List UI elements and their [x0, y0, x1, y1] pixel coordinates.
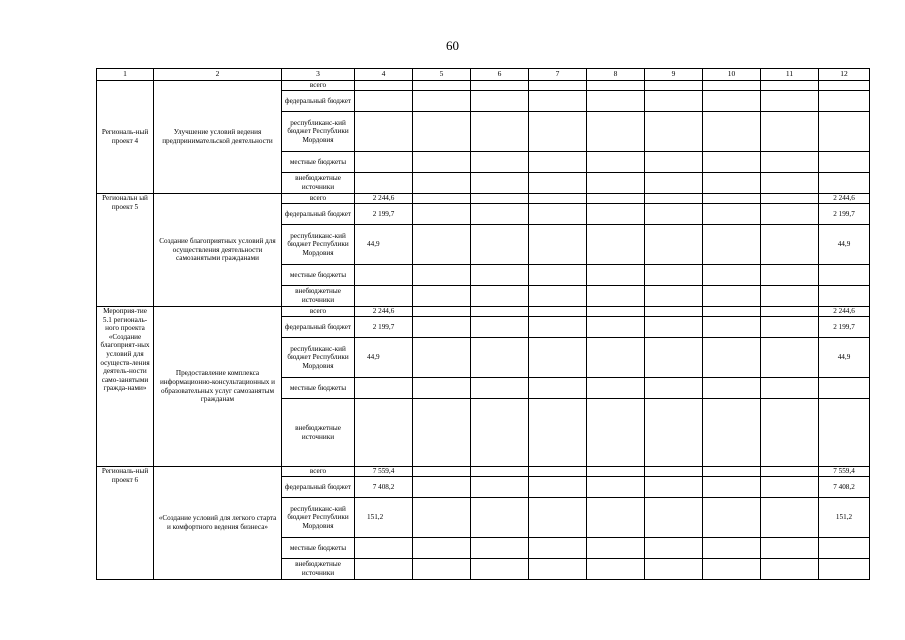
empty-cell — [587, 378, 645, 399]
empty-cell — [587, 265, 645, 286]
value-cell — [355, 399, 413, 467]
empty-cell — [587, 338, 645, 378]
funding-source-cell: местные бюджеты — [282, 265, 355, 286]
empty-cell — [761, 173, 819, 194]
empty-cell — [413, 152, 471, 173]
empty-cell — [761, 538, 819, 559]
value-cell — [355, 286, 413, 307]
value-cell — [355, 378, 413, 399]
empty-cell — [471, 81, 529, 91]
empty-cell — [587, 559, 645, 580]
project-description-cell: Предоставление комплекса информационно-консультационных и образовательных услуг самозанятым гражданам — [154, 307, 282, 467]
empty-cell — [761, 467, 819, 477]
empty-cell — [645, 286, 703, 307]
empty-cell — [761, 194, 819, 204]
empty-cell — [703, 498, 761, 538]
empty-cell — [703, 194, 761, 204]
empty-cell — [761, 559, 819, 580]
empty-cell — [587, 477, 645, 498]
funding-source-cell: всего — [282, 307, 355, 317]
total-cell: 2 199,7 — [819, 317, 870, 338]
funding-source-cell: всего — [282, 467, 355, 477]
empty-cell — [703, 338, 761, 378]
empty-cell — [761, 152, 819, 173]
value-cell — [355, 538, 413, 559]
empty-cell — [529, 81, 587, 91]
empty-cell — [529, 194, 587, 204]
empty-cell — [761, 112, 819, 152]
empty-cell — [587, 173, 645, 194]
empty-cell — [529, 498, 587, 538]
funding-source-cell: всего — [282, 194, 355, 204]
empty-cell — [529, 559, 587, 580]
empty-cell — [645, 498, 703, 538]
value-cell: 2 244,6 — [355, 194, 413, 204]
project-name-cell: Региональ-ный проект 6 — [97, 467, 154, 580]
empty-cell — [413, 477, 471, 498]
column-header: 12 — [819, 69, 870, 81]
empty-cell — [645, 477, 703, 498]
empty-cell — [703, 559, 761, 580]
empty-cell — [761, 286, 819, 307]
empty-cell — [761, 204, 819, 225]
empty-cell — [413, 338, 471, 378]
empty-cell — [471, 286, 529, 307]
empty-cell — [529, 225, 587, 265]
empty-cell — [587, 225, 645, 265]
empty-cell — [413, 194, 471, 204]
empty-cell — [761, 317, 819, 338]
value-cell: 44,9 — [355, 225, 413, 265]
value-cell — [355, 152, 413, 173]
empty-cell — [529, 378, 587, 399]
empty-cell — [761, 498, 819, 538]
total-cell: 44,9 — [819, 225, 870, 265]
column-header: 7 — [529, 69, 587, 81]
empty-cell — [703, 477, 761, 498]
empty-cell — [761, 91, 819, 112]
budget-table — [96, 68, 870, 580]
empty-cell — [645, 317, 703, 338]
total-cell — [819, 112, 870, 152]
empty-cell — [529, 399, 587, 467]
empty-cell — [645, 559, 703, 580]
empty-cell — [529, 307, 587, 317]
empty-cell — [413, 467, 471, 477]
empty-cell — [645, 91, 703, 112]
project-description-cell: Создание благоприятных условий для осуществления деятельности самозанятыми гражданами — [154, 194, 282, 307]
empty-cell — [471, 91, 529, 112]
empty-cell — [413, 307, 471, 317]
empty-cell — [645, 81, 703, 91]
funding-source-cell: местные бюджеты — [282, 538, 355, 559]
column-header: 3 — [282, 69, 355, 81]
empty-cell — [703, 152, 761, 173]
empty-cell — [529, 265, 587, 286]
total-cell — [819, 91, 870, 112]
empty-cell — [645, 338, 703, 378]
empty-cell — [761, 265, 819, 286]
empty-cell — [529, 477, 587, 498]
empty-cell — [587, 317, 645, 338]
total-cell — [819, 559, 870, 580]
empty-cell — [761, 378, 819, 399]
empty-cell — [703, 307, 761, 317]
column-header: 5 — [413, 69, 471, 81]
empty-cell — [703, 378, 761, 399]
value-cell: 2 199,7 — [355, 317, 413, 338]
empty-cell — [413, 378, 471, 399]
empty-cell — [413, 112, 471, 152]
empty-cell — [471, 559, 529, 580]
empty-cell — [529, 538, 587, 559]
table-row — [97, 307, 870, 317]
value-cell: 2 244,6 — [355, 307, 413, 317]
column-header: 9 — [645, 69, 703, 81]
empty-cell — [703, 91, 761, 112]
funding-source-cell: внебюджетные источники — [282, 559, 355, 580]
value-cell: 7 408,2 — [355, 477, 413, 498]
empty-cell — [471, 399, 529, 467]
empty-cell — [471, 467, 529, 477]
total-cell — [819, 286, 870, 307]
column-header: 4 — [355, 69, 413, 81]
value-cell: 7 559,4 — [355, 467, 413, 477]
empty-cell — [529, 467, 587, 477]
project-name-cell: Региональн ый проект 5 — [97, 194, 154, 307]
total-cell: 7 559,4 — [819, 467, 870, 477]
empty-cell — [471, 477, 529, 498]
empty-cell — [703, 538, 761, 559]
funding-source-cell: внебюджетные источники — [282, 173, 355, 194]
total-cell: 2 199,7 — [819, 204, 870, 225]
column-header: 1 — [97, 69, 154, 81]
empty-cell — [645, 112, 703, 152]
total-cell — [819, 152, 870, 173]
empty-cell — [471, 378, 529, 399]
total-cell: 44,9 — [819, 338, 870, 378]
empty-cell — [645, 399, 703, 467]
project-name-cell: Мероприя-тие 5.1 региональ-ного проекта «Создание благоприят-ных условий для осуществ-ления деятель-ности само-занятыми гражда-нами» — [97, 307, 154, 467]
funding-source-cell: местные бюджеты — [282, 152, 355, 173]
total-cell — [819, 265, 870, 286]
funding-source-cell: республиканс-кий бюджет Республики Мордовия — [282, 498, 355, 538]
empty-cell — [529, 173, 587, 194]
total-cell — [819, 399, 870, 467]
empty-cell — [471, 204, 529, 225]
empty-cell — [587, 204, 645, 225]
empty-cell — [529, 91, 587, 112]
total-cell — [819, 538, 870, 559]
empty-cell — [703, 173, 761, 194]
empty-cell — [645, 265, 703, 286]
table-row — [97, 194, 870, 204]
table-row — [97, 467, 870, 477]
empty-cell — [645, 538, 703, 559]
value-cell — [355, 112, 413, 152]
empty-cell — [703, 286, 761, 307]
empty-cell — [413, 81, 471, 91]
empty-cell — [413, 204, 471, 225]
funding-source-cell: республиканс-кий бюджет Республики Мордовия — [282, 338, 355, 378]
project-description-cell: Улучшение условий ведения предпринимательской деятельности — [154, 81, 282, 194]
empty-cell — [471, 112, 529, 152]
total-cell — [819, 173, 870, 194]
column-header: 10 — [703, 69, 761, 81]
empty-cell — [703, 225, 761, 265]
empty-cell — [703, 112, 761, 152]
empty-cell — [703, 317, 761, 338]
empty-cell — [645, 194, 703, 204]
total-cell — [819, 378, 870, 399]
empty-cell — [587, 399, 645, 467]
empty-cell — [413, 498, 471, 538]
value-cell: 44,9 — [355, 338, 413, 378]
value-cell: 151,2 — [355, 498, 413, 538]
empty-cell — [703, 265, 761, 286]
column-header: 11 — [761, 69, 819, 81]
empty-cell — [587, 91, 645, 112]
table-row — [97, 81, 870, 91]
empty-cell — [645, 152, 703, 173]
empty-cell — [645, 307, 703, 317]
empty-cell — [703, 467, 761, 477]
empty-cell — [413, 399, 471, 467]
column-header: 2 — [154, 69, 282, 81]
funding-source-cell: внебюджетные источники — [282, 399, 355, 467]
empty-cell — [587, 538, 645, 559]
empty-cell — [529, 338, 587, 378]
value-cell — [355, 91, 413, 112]
value-cell — [355, 81, 413, 91]
empty-cell — [471, 307, 529, 317]
empty-cell — [703, 399, 761, 467]
project-name-cell: Региональ-ный проект 4 — [97, 81, 154, 194]
value-cell: 2 199,7 — [355, 204, 413, 225]
empty-cell — [761, 307, 819, 317]
empty-cell — [529, 112, 587, 152]
project-description-cell: «Создание условий для легкого старта и комфортного ведения бизнеса» — [154, 467, 282, 580]
total-cell: 151,2 — [819, 498, 870, 538]
empty-cell — [413, 286, 471, 307]
empty-cell — [471, 538, 529, 559]
empty-cell — [471, 338, 529, 378]
empty-cell — [645, 173, 703, 194]
empty-cell — [413, 173, 471, 194]
empty-cell — [471, 317, 529, 338]
empty-cell — [529, 204, 587, 225]
empty-cell — [761, 81, 819, 91]
empty-cell — [587, 81, 645, 91]
empty-cell — [529, 152, 587, 173]
empty-cell — [761, 338, 819, 378]
empty-cell — [413, 317, 471, 338]
empty-cell — [413, 538, 471, 559]
empty-cell — [587, 467, 645, 477]
empty-cell — [587, 307, 645, 317]
value-cell — [355, 173, 413, 194]
empty-cell — [529, 286, 587, 307]
header-row — [97, 69, 870, 81]
empty-cell — [645, 225, 703, 265]
empty-cell — [587, 152, 645, 173]
funding-source-cell: республиканс-кий бюджет Республики Мордовия — [282, 112, 355, 152]
funding-source-cell: местные бюджеты — [282, 378, 355, 399]
empty-cell — [471, 152, 529, 173]
empty-cell — [471, 498, 529, 538]
total-cell: 2 244,6 — [819, 194, 870, 204]
empty-cell — [471, 173, 529, 194]
empty-cell — [761, 399, 819, 467]
empty-cell — [587, 112, 645, 152]
page-number: 60 — [446, 38, 459, 53]
funding-source-cell: федеральный бюджет — [282, 204, 355, 225]
total-cell: 7 408,2 — [819, 477, 870, 498]
column-header: 8 — [587, 69, 645, 81]
empty-cell — [761, 225, 819, 265]
value-cell — [355, 559, 413, 580]
funding-source-cell: республиканс-кий бюджет Республики Мордовия — [282, 225, 355, 265]
empty-cell — [413, 265, 471, 286]
empty-cell — [587, 194, 645, 204]
empty-cell — [413, 91, 471, 112]
funding-source-cell: федеральный бюджет — [282, 317, 355, 338]
total-cell: 2 244,6 — [819, 307, 870, 317]
empty-cell — [761, 477, 819, 498]
empty-cell — [645, 204, 703, 225]
funding-source-cell: внебюджетные источники — [282, 286, 355, 307]
empty-cell — [471, 265, 529, 286]
empty-cell — [703, 81, 761, 91]
empty-cell — [645, 378, 703, 399]
value-cell — [355, 265, 413, 286]
total-cell — [819, 81, 870, 91]
empty-cell — [413, 225, 471, 265]
empty-cell — [645, 467, 703, 477]
empty-cell — [587, 286, 645, 307]
empty-cell — [471, 225, 529, 265]
empty-cell — [703, 204, 761, 225]
funding-source-cell: федеральный бюджет — [282, 91, 355, 112]
empty-cell — [529, 317, 587, 338]
column-header: 6 — [471, 69, 529, 81]
funding-source-cell: всего — [282, 81, 355, 91]
funding-source-cell: федеральный бюджет — [282, 477, 355, 498]
empty-cell — [413, 559, 471, 580]
empty-cell — [587, 498, 645, 538]
empty-cell — [471, 194, 529, 204]
